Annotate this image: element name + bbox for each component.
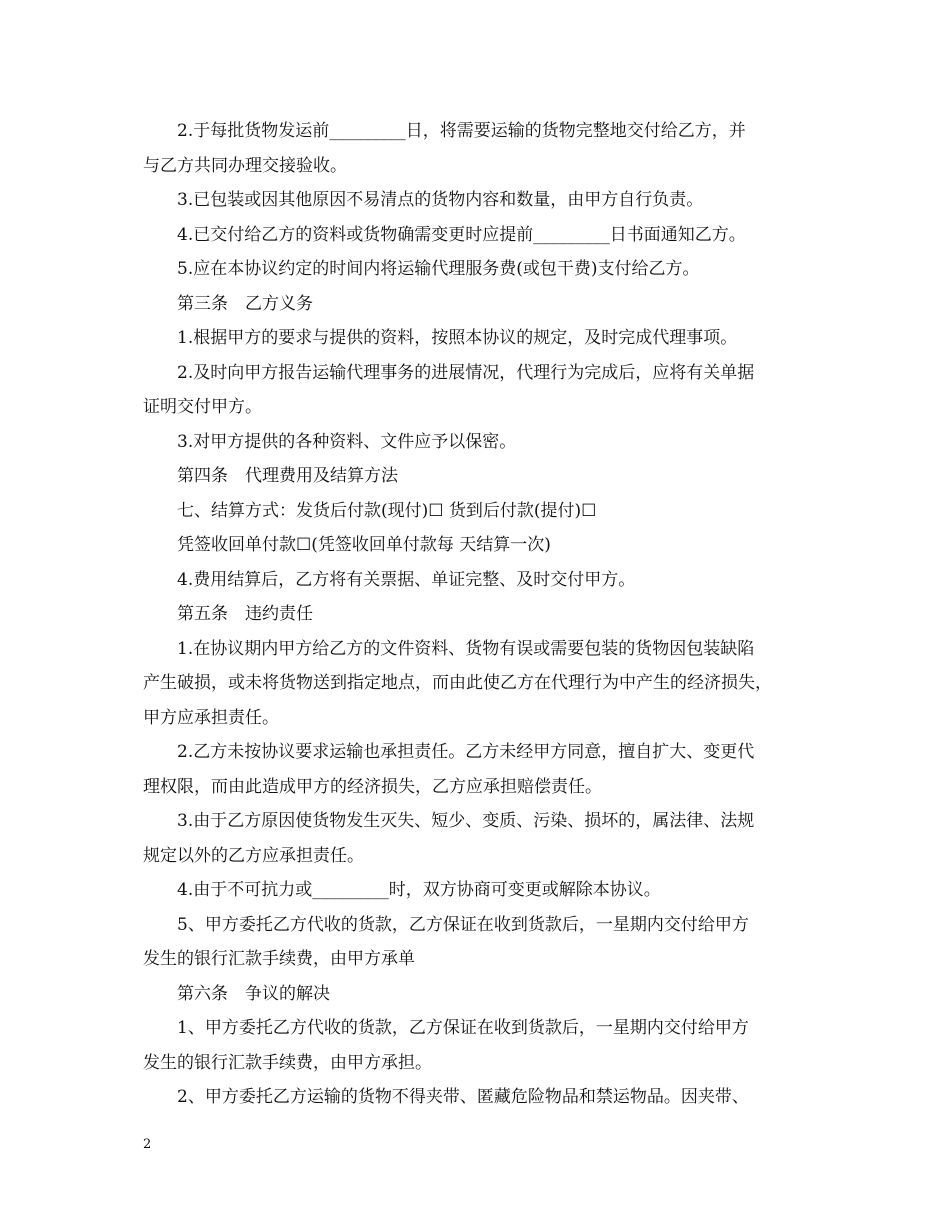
text-line: 证明交付甲方。 — [143, 397, 262, 417]
text-line: 七、结算方式：发货后付款(现付)☐ 货到后付款(提付)☐ — [177, 500, 597, 521]
text-line: 第五条 违约责任 — [177, 604, 313, 624]
text-line: 1、甲方委托乙方代收的货款，乙方保证在收到货款后，一星期内交付给甲方 — [177, 1018, 749, 1038]
text-line: 规定以外的乙方应承担责任。 — [143, 845, 364, 866]
text-line: 3.已包装或因其他原因不易清点的货物内容和数量，由甲方自行负责。 — [177, 190, 704, 210]
text-line: 第四条 代理费用及结算方法 — [177, 466, 398, 486]
text-line: 发生的银行汇款手续费，由甲方承担。 — [143, 1052, 432, 1073]
text-line: 5、甲方委托乙方代收的货款，乙方保证在收到货款后，一星期内交付给甲方 — [177, 914, 749, 935]
text-line: 4.由于不可抗力或_________时，双方协商可变更或解除本协议。 — [177, 880, 661, 900]
text-line: 1.在协议期内甲方给乙方的文件资料、货物有误或需要包装的货物因包装缺陷 — [177, 638, 755, 659]
text-line: 3.由于乙方原因使货物发生灭失、短少、变质、污染、损坏的，属法律、法规 — [177, 811, 755, 831]
text-line: 3.对甲方提供的各种资料、文件应予以保密。 — [177, 431, 517, 452]
text-line: 与乙方共同办理交接验收。 — [143, 155, 347, 176]
text-line: 4.已交付给乙方的资料或货物确需变更时应提前_________日书面通知乙方。 — [177, 224, 746, 245]
text-line: 2、甲方委托乙方运输的货物不得夹带、匿藏危险物品和禁运物品。因夹带、 — [177, 1087, 749, 1107]
text-line: 2.及时向甲方报告运输代理事务的进展情况，代理行为完成后，应将有关单据 — [177, 362, 755, 383]
text-line: 2.于每批货物发运前_________日，将需要运输的货物完整地交付给乙方，并 — [177, 121, 746, 141]
text-line: 第六条 争议的解决 — [177, 983, 330, 1004]
document-body — [143, 114, 815, 1115]
text-line: 产生破损，或未将货物送到指定地点，而由此使乙方在代理行为中产生的经济损失， — [143, 673, 772, 693]
text-line: 5.应在本协议约定的时间内将运输代理服务费(或包干费)支付给乙方。 — [177, 259, 700, 279]
text-line: 4.费用结算后，乙方将有关票据、单证完整、及时交付甲方。 — [177, 569, 636, 590]
text-line: 凭签收回单付款☐(凭签收回单付款每 天结算一次) — [177, 535, 551, 555]
text-line: 2.乙方未按协议要求运输也承担责任。乙方未经甲方同意，擅自扩大、变更代 — [177, 742, 755, 762]
text-line: 第三条 乙方义务 — [177, 293, 313, 314]
text-line: 1.根据甲方的要求与提供的资料，按照本协议的规定，及时完成代理事项。 — [177, 328, 738, 348]
text-line: 发生的银行汇款手续费，由甲方承单 — [143, 949, 415, 969]
text-line: 甲方应承担责任。 — [143, 707, 279, 728]
page-number: 2 — [143, 1137, 152, 1152]
text-line: 理权限，而由此造成甲方的经济损失，乙方应承担赔偿责任。 — [143, 776, 602, 797]
